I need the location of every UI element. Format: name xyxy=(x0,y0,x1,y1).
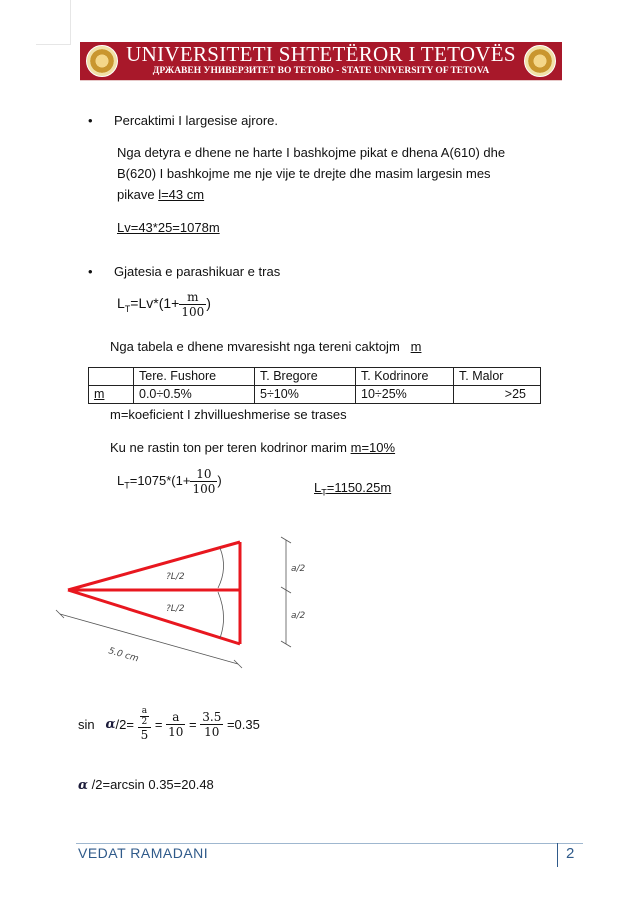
sine-result: =0.35 xyxy=(226,716,260,732)
page-corner-mark xyxy=(36,0,71,45)
footer-author: VEDAT RAMADANI xyxy=(78,845,209,861)
table-header-cell xyxy=(89,368,134,386)
bullet-icon: • xyxy=(88,264,93,279)
triangle-diagram xyxy=(0,520,638,670)
table-header-row xyxy=(89,368,541,386)
calc-sub: T xyxy=(124,480,130,491)
label-base-length: 5.0 cm xyxy=(107,646,140,665)
case-line xyxy=(110,438,395,458)
formula-close: ) xyxy=(206,295,211,312)
formula-sub: T xyxy=(124,304,131,314)
case-value: m=10% xyxy=(350,440,396,455)
air-distance-result: Lv=43*25=1078m xyxy=(117,220,220,235)
footer-divider xyxy=(76,843,583,844)
table-header-cell: T. Bregore xyxy=(255,368,356,386)
label-half-length-bottom: ?L/2 xyxy=(166,604,185,614)
formula-L: L xyxy=(117,295,125,312)
arc-top xyxy=(218,548,224,588)
triangle-top-edge xyxy=(68,542,240,590)
alpha-symbol: α xyxy=(78,778,89,793)
table-intro xyxy=(110,337,421,357)
table-header-cell: Tere. Fushore xyxy=(134,368,255,386)
banner-subtitle: ДРЖАВЕН УНИВЕРЗИТЕТ ВО ТЕТОВО - STATE UNIVERSITY OF TETOVA xyxy=(152,66,490,76)
nested-denominator: 2 xyxy=(141,717,148,727)
section2-heading: Gjatesia e parashikuar e tras xyxy=(114,264,281,279)
table-header-cell: T. Kodrinore xyxy=(356,368,454,386)
fraction-numerator xyxy=(138,706,152,728)
nested-numerator: a xyxy=(140,706,150,717)
trace-length-calculation xyxy=(117,467,222,496)
fraction-denominator: 10 xyxy=(168,724,184,739)
sin-label: sin xyxy=(78,716,95,732)
fraction-denominator: 10 xyxy=(204,724,220,739)
table-cell: 10÷25% xyxy=(356,386,454,404)
section1-heading: Percaktimi I largesise ajrore. xyxy=(114,113,278,128)
table-row-label: m xyxy=(89,386,134,404)
sine-equation xyxy=(78,706,260,742)
table-row xyxy=(89,386,541,404)
banner-title: UNIVERSITETI SHTETËROR I TETOVËS xyxy=(126,42,516,66)
table-header-cell: T. Malor xyxy=(454,368,541,386)
table-intro-text: Nga tabela e dhene mvaresisht nga tereni caktojm xyxy=(110,339,400,354)
equals-sign: = xyxy=(154,716,163,732)
calc-mid: =1075*(1+ xyxy=(129,472,191,488)
distance-value: l=43 cm xyxy=(158,187,205,202)
triangle-bottom-edge xyxy=(68,590,240,644)
formula-fraction xyxy=(179,290,206,319)
label-a-half-top: a/2 xyxy=(291,564,306,574)
arcsin-text: /2=arcsin 0.35=20.48 xyxy=(91,777,214,792)
nested-fraction xyxy=(140,706,150,727)
result-L: L xyxy=(314,480,322,495)
formula-mid: =Lv*(1+ xyxy=(130,295,180,312)
label-half-length-top: ?L/2 xyxy=(166,572,185,582)
section1-para-line3 xyxy=(117,185,204,205)
result-value: =1150.25m xyxy=(326,480,392,495)
calc-fraction xyxy=(190,467,217,496)
fraction-3-5-over-10 xyxy=(200,710,223,739)
section1-para-line1: Nga detyra e dhene ne harte I bashkojme pikat e dhena A(610) dhe xyxy=(117,145,506,160)
half-label: /2= xyxy=(115,716,134,732)
arc-bottom xyxy=(218,592,224,638)
calc-close: ) xyxy=(217,472,222,488)
alpha-symbol: α xyxy=(105,716,116,732)
calc-L: L xyxy=(117,472,125,488)
coefficient-note: m=koeficient I zhvillueshmerise se trases xyxy=(110,407,347,422)
footer-page-separator xyxy=(557,843,558,867)
case-text: Ku ne rastin ton per teren kodrinor marim xyxy=(110,440,351,455)
table-cell: >25 xyxy=(454,386,541,404)
trace-length-result xyxy=(314,480,391,498)
base-tick-right xyxy=(234,660,242,668)
university-seal-right-icon xyxy=(524,45,556,77)
fraction-denominator: 100 xyxy=(192,482,216,496)
fraction-a-over-10 xyxy=(166,710,185,739)
fraction-numerator: m xyxy=(179,290,206,305)
page-number: 2 xyxy=(566,845,575,862)
para-line3-prefix: pikave xyxy=(117,187,159,202)
trace-length-formula xyxy=(117,290,211,319)
arcsin-line xyxy=(78,775,214,796)
table-intro-m: m xyxy=(410,339,422,354)
label-a-half-bottom: a/2 xyxy=(291,611,306,621)
base-dimension-line xyxy=(60,614,238,664)
red-triangle xyxy=(68,542,240,644)
table-cell: 5÷10% xyxy=(255,386,356,404)
university-banner xyxy=(80,42,562,81)
university-seal-left-icon xyxy=(86,45,118,77)
fraction-denominator: 100 xyxy=(181,305,205,319)
fraction-denominator: 5 xyxy=(140,728,149,742)
fraction-numerator: a xyxy=(166,710,185,725)
table-cell: 0.0÷0.5% xyxy=(134,386,255,404)
fraction-numerator: 3.5 xyxy=(202,709,222,724)
base-tick-left xyxy=(56,610,64,618)
dimension-lines xyxy=(56,537,291,668)
fraction-a2-over-5 xyxy=(138,706,152,742)
section1-para-line2: B(620) I bashkojme me nje vije te drejte dhe masim largesin mes xyxy=(117,166,491,181)
fraction-numerator: 10 xyxy=(190,467,217,482)
equals-sign: = xyxy=(189,716,197,732)
terrain-coefficient-table xyxy=(88,367,541,404)
bullet-icon: • xyxy=(88,113,93,128)
result-sub: T xyxy=(321,487,327,498)
